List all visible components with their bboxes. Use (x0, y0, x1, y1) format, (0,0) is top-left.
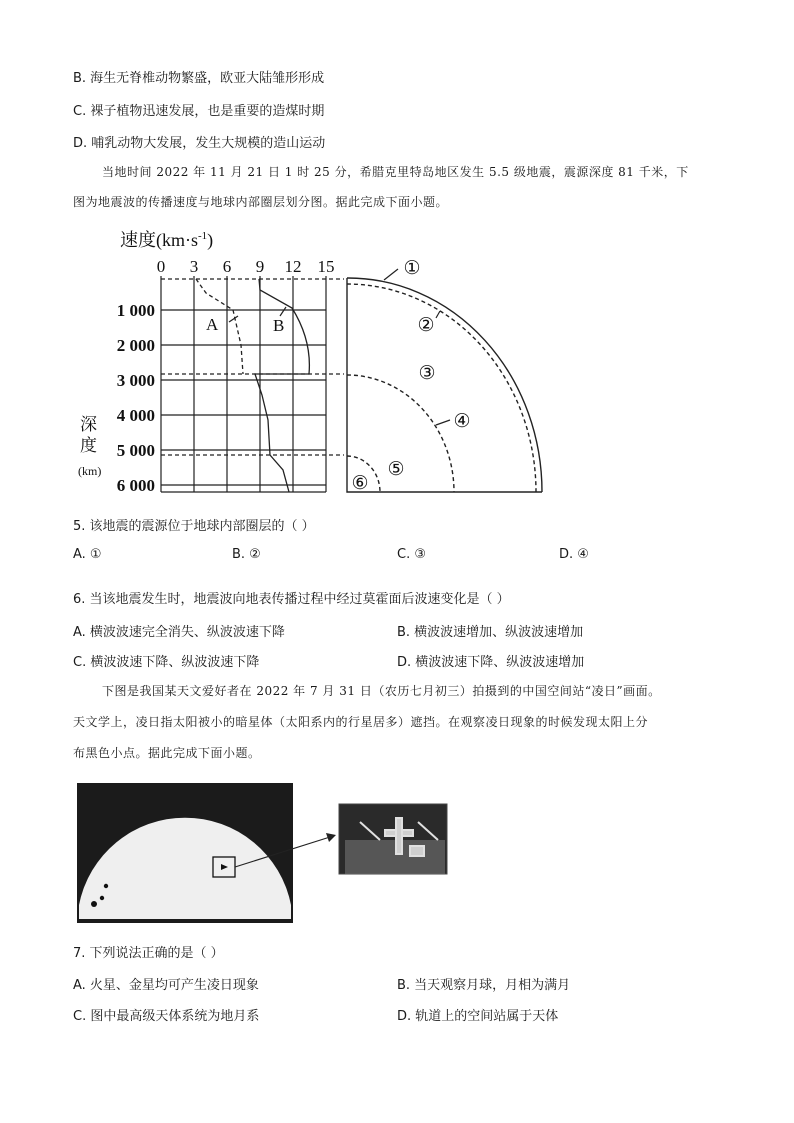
transit-photo-figure (0, 770, 794, 930)
q6-stem: 6. 当该地震发生时，地震波向地表传播过程中经过莫霍面后波速变化是（ ） (73, 592, 510, 607)
depth-axis-label-1: 深 (80, 415, 97, 434)
q5-stem: 5. 该地震的震源位于地球内部圈层的（ ） (73, 519, 315, 534)
q7-option-d: D. 轨道上的空间站属于天体 (397, 1009, 559, 1024)
q5-option-d: D. ④ (559, 547, 589, 562)
depth-tick: 2 000 (116, 336, 155, 355)
passage1-line1: 当地时间 2022 年 11 月 21 日 1 时 25 分，希腊克里特岛地区发生 5.5 级地震，震源深度 81 千米，下 (102, 165, 689, 179)
depth-tick: 3 000 (116, 371, 155, 390)
passage2-line1: 下图是我国某天文爱好者在 2022 年 7 月 31 日（农历七月初三）拍摄到的中国空间站“凌日”画面。 (102, 684, 661, 698)
depth-axis-label-3: (km) (78, 464, 102, 478)
q7-option-a: A. 火星、金星均可产生凌日现象 (73, 978, 259, 993)
q4-option-c: C. 裸子植物迅速发展，也是重要的造煤时期 (73, 104, 325, 119)
sunspot (100, 896, 104, 900)
speed-tick: 6 (222, 257, 232, 276)
q7-option-c: C. 图中最高级天体系统为地月系 (73, 1009, 260, 1024)
layer-label-2: ② (417, 315, 435, 336)
layer-label-3: ③ (418, 363, 436, 384)
sunspot (91, 901, 97, 907)
q5-option-c: C. ③ (397, 547, 426, 562)
curve-b (255, 279, 309, 492)
boundary-lines (161, 279, 344, 455)
q7-option-b: B. 当天观察月球，月相为满月 (397, 978, 571, 993)
q4-option-b: B. 海生无脊椎动物繁盛，欧亚大陆雏形形成 (73, 71, 325, 86)
curve-a-label: A (206, 315, 219, 334)
layer2-pointer (436, 311, 440, 318)
seismic-figure (0, 0, 794, 520)
layer4-pointer (436, 420, 450, 425)
q6-option-d: D. 横波波速下降、纵波波速增加 (397, 655, 585, 670)
q6-option-b: B. 横波波速增加、纵波波速增加 (397, 625, 584, 640)
layer-label-1: ① (403, 258, 421, 279)
depth-tick: 5 000 (116, 441, 155, 460)
chart-grid (161, 276, 326, 492)
q5-option-a: A. ① (73, 547, 102, 562)
speed-axis-label: 速度$(km\cdot s^{-1})$ (120, 230, 214, 250)
q7-stem: 7. 下列说法正确的是（ ） (73, 946, 224, 961)
depth-tick: 4 000 (116, 406, 155, 425)
depth-axis-label-2: 度 (80, 436, 97, 455)
speed-tick: 12 (284, 257, 302, 276)
curve-b-pointer (280, 307, 286, 316)
speed-tick: 3 (189, 257, 199, 276)
earth-layers-diagram (347, 278, 542, 492)
curve-a-pointer (229, 316, 238, 322)
q5-option-b: B. ② (232, 547, 261, 562)
passage2-line3: 布黑色小点。据此完成下面小题。 (73, 746, 261, 760)
q6-option-a: A. 横波波速完全消失、纵波波速下降 (73, 625, 285, 640)
depth-tick: 6 000 (116, 476, 155, 495)
layer-label-5: ⑤ (387, 459, 405, 480)
speed-tick: 9 (255, 257, 265, 276)
passage2-line2: 天文学上，凌日指太阳被小的暗星体（太阳系内的行星居多）遮挡。在观察凌日现象的时候发现太阳上分 (73, 715, 649, 729)
callout-arrow-head (326, 833, 336, 842)
layer-label-4: ④ (453, 411, 471, 432)
q6-option-c: C. 横波波速下降、纵波波速下降 (73, 655, 260, 670)
passage1-line2: 图为地震波的传播速度与地球内部圈层划分图。据此完成下面小题。 (73, 195, 449, 209)
sunspot (104, 884, 108, 888)
curve-a (196, 279, 243, 374)
curve-b-label: B (273, 316, 285, 335)
speed-tick: 0 (156, 257, 166, 276)
layer-label-6: ⑥ (351, 473, 369, 494)
speed-tick: 15 (317, 257, 335, 276)
layer1-pointer (384, 269, 398, 280)
depth-tick: 1 000 (116, 301, 155, 320)
q4-option-d: D. 哺乳动物大发展，发生大规模的造山运动 (73, 136, 326, 151)
